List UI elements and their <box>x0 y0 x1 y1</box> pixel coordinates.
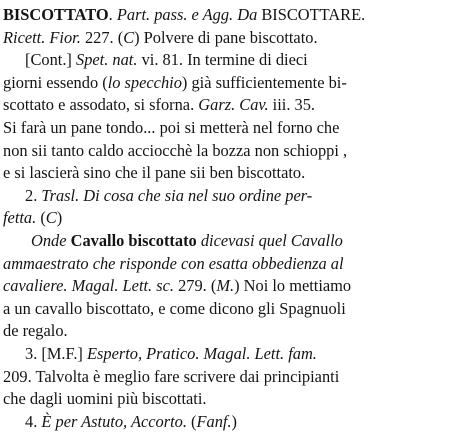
entry-text: Trasl. Di cosa che sia nel suo ordine per- <box>41 185 313 205</box>
entry-text: Fanf. <box>196 411 232 431</box>
entry-text: Si farà un pane tondo... poi si metterà nel forno che <box>3 117 340 137</box>
entry-line <box>3 4 471 27</box>
entry-text: 4. <box>25 411 42 431</box>
entry-text: de regalo. <box>3 321 68 341</box>
entry-text: a un cavallo biscottato, e come dicono gli Spagnuoli <box>3 298 346 318</box>
entry-text: Esperto, Pratico. Magal. Lett. fam. <box>86 343 317 363</box>
entry-text: ) <box>56 208 63 228</box>
entry-line <box>3 27 471 50</box>
entry-text: iii. 35. <box>268 95 316 115</box>
entry-text: Garz. Cav. <box>198 95 269 115</box>
entry-text: ( <box>36 208 46 228</box>
entry-line <box>3 411 471 433</box>
entry-text: M. <box>216 276 235 296</box>
entry-line <box>3 94 471 117</box>
entry-line <box>3 49 471 72</box>
entry-line <box>3 230 471 253</box>
entry-text: 2. <box>25 185 42 205</box>
entry-text: ) <box>231 411 238 431</box>
entry-text: ) Polvere di pane biscottato. <box>134 27 318 47</box>
entry-line <box>3 366 471 389</box>
entry-line <box>3 253 471 276</box>
entry-text: 3. [M.F.] <box>25 343 87 363</box>
entry-text: BISCOTTARE <box>261 5 362 24</box>
entry-text: C <box>45 208 57 228</box>
entry-text: Ricett. Fior. <box>3 27 81 47</box>
entry-line <box>3 117 471 140</box>
entry-text: e si lascierà sino che il pane sii ben biscottato. <box>3 163 306 183</box>
entry-line <box>3 275 471 298</box>
entry-text: cavaliere. Magal. Lett. sc. <box>3 276 174 296</box>
entry-text: giorni essendo ( <box>3 72 108 92</box>
entry-text: fetta. <box>3 208 37 228</box>
entry-text: C <box>123 27 135 47</box>
entry-line <box>3 343 471 366</box>
entry-line <box>3 320 471 343</box>
entry-text: 279. ( <box>174 276 217 296</box>
entry-line <box>3 140 471 163</box>
entry-text: . <box>108 5 117 24</box>
entry-text: non sii tanto caldo acciocchè la bozza non schioppi , <box>3 140 348 160</box>
entry-text: ) già sufficientemente bi- <box>181 72 347 92</box>
entry-text: [Cont.] <box>25 50 76 70</box>
entry-line <box>3 388 471 411</box>
entry-text: Onde <box>31 230 71 250</box>
entry-text: ) Noi lo mettiamo <box>234 276 352 296</box>
entry-line <box>3 185 471 208</box>
entry-line <box>3 207 471 230</box>
entry-text: dicevasi quel Cavallo <box>196 230 343 250</box>
entry-text: ammaestrato che risponde con esatta obbedienza al <box>3 253 344 273</box>
entry-text: 227. ( <box>80 27 124 47</box>
entry-text: che dagli uomini più biscottati. <box>3 389 207 409</box>
entry-text: Cavallo biscottato <box>70 230 197 250</box>
entry-text: lo specchio <box>107 72 182 92</box>
entry-text: ( <box>186 411 197 431</box>
entry-line <box>3 162 471 185</box>
entry-text: Spet. nat. <box>76 50 138 70</box>
entry-text: Part. pass. e Agg. Da <box>116 5 262 24</box>
entry-text: 209. Talvolta è meglio fare scrivere dai principianti <box>3 366 340 386</box>
headword: BISCOTTATO <box>3 5 109 24</box>
entry-line <box>3 298 471 321</box>
entry-text: . <box>361 5 366 24</box>
entry-text: vi. 81. In termine di dieci <box>137 50 308 70</box>
entry-text: scottato e assodato, si sforna. <box>3 95 199 115</box>
entry-line <box>3 72 471 95</box>
entry-text: È per Astuto, Accorto. <box>41 411 187 431</box>
